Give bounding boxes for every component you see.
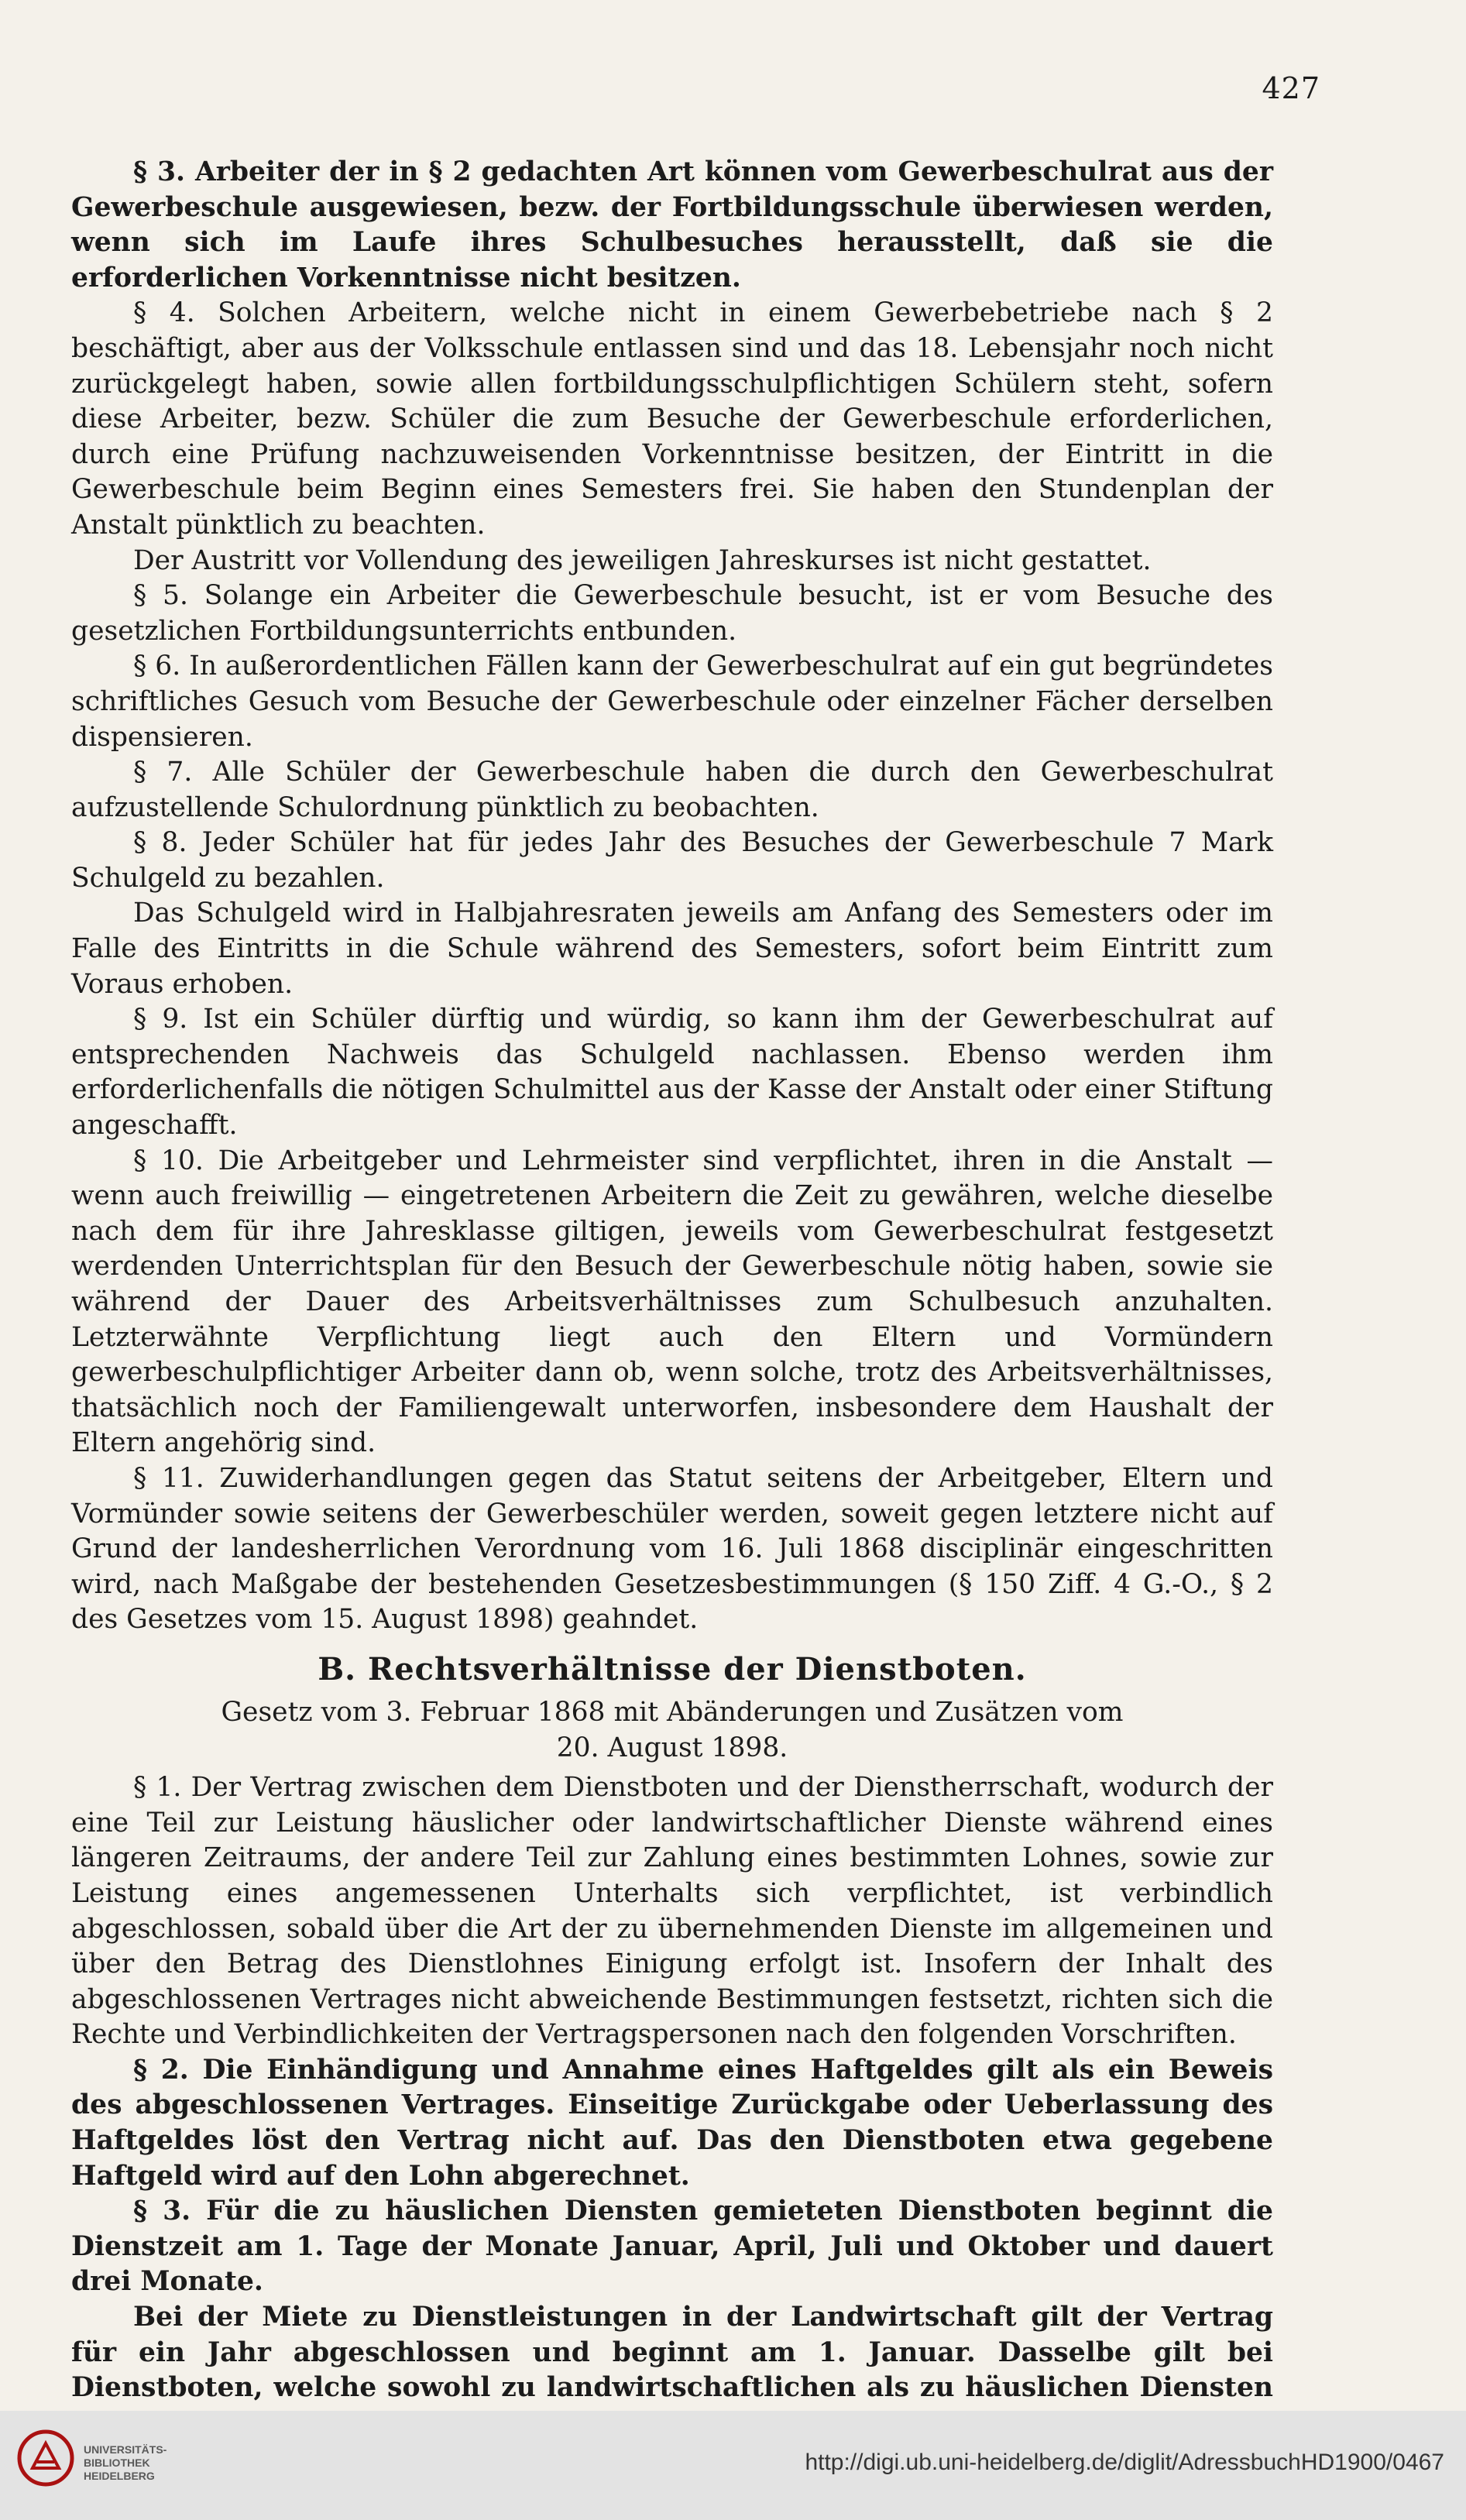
paragraph: § 7. Alle Schüler der Gewerbeschule haben die durch den Gewerbeschulrat aufzustellende Schulordnung pünktlich zu beobachten. (71, 757, 1273, 823)
paragraph: § 6. In außerordentlichen Fällen kann der Gewerbeschulrat auf ein gut begründetes schriftliches Gesuch vom Besuche der Gewerbeschule oder einzelner Fächer derselben dispensieren. (71, 651, 1273, 753)
section-heading: B. Rechtsverhältnisse der Dienstboten. (318, 1650, 1027, 1687)
paragraph: § 3. Arbeiter der in § 2 gedachten Art können vom Gewerbeschulrat aus der Gewerbeschule ausgewiesen, bezw. der Fortbildungsschule überwiesen werden, wenn sich im Laufe ihres Schulbesuches herausstellt, daß sie die erforderlichen Vorkenntnisse nicht besitzen. (71, 156, 1273, 294)
paragraph: § 5. Solange ein Arbeiter die Gewerbeschule besucht, ist er vom Besuche des gesetzlichen Fortbildungsunterrichts entbunden. (71, 580, 1273, 647)
paragraph: Bei der Miete zu Dienstleistungen in der Landwirtschaft gilt der Vertrag für ein Jahr abgeschlossen und beginnt am 1. Januar. Dasselbe gilt bei Dienstboten, welche sowohl zu landwirtschaftlichen als zu häuslichen Diensten (71, 2302, 1273, 2404)
library-logo[interactable] (15, 2428, 194, 2505)
paragraph: § 4. Solchen Arbeitern, welche nicht in einem Gewerbebetriebe nach § 2 beschäftigt, aber aus der Volksschule entlassen sind und das 18. Lebensjahr noch nicht zurückgelegt haben, sowie allen fortbildungsschulpflichtigen Schülern steht, sofern diese Arbeiter, bezw. Schüler die zum Besuche der Gewerbeschule erforderlichen, durch eine Prüfung nachzuweisenden Vorkenntnisse besitzen, der Eintritt in die Gewerbeschule beim Beginn eines Semesters frei. Sie haben den Stundenplan der Anstalt pünktlich zu beachten. (71, 297, 1273, 541)
library-name (84, 2443, 167, 2483)
page-number: 427 (1262, 71, 1320, 105)
section-subtitle-line-1: Gesetz vom 3. Februar 1868 mit Abänderungen und Zusätzen vom (221, 1696, 1124, 1728)
paragraph: § 2. Die Einhändigung und Annahme eines Haftgeldes gilt als ein Beweis des abgeschlossenen Vertrages. Einseitige Zurückgabe oder Ueberlassung des Haftgeldes löst den Vertrag nicht auf. Das den Dienstboten etwa gegebene Haftgeld wird auf den Lohn abgerechnet. (71, 2054, 1273, 2192)
servant-law-paragraphs (71, 1770, 1273, 2441)
paragraph: § 10. Die Arbeitgeber und Lehrmeister sind verpflichtet, ihren in die Anstalt — wenn auch freiwillig — eingetretenen Arbeitern die Zeit zu gewähren, welche dieselbe nach dem für ihre Jahresklasse giltigen, jeweils vom Gewerbeschulrat festgesetzt werdenden Unterrichtsplan für den Besuch der Gewerbeschule nötig haben, sowie sie während der Dauer des Arbeitsverhältnisses zum Schulbesuch anzuhalten. Letzterwähnte Verpflichtung liegt auch den Eltern und Vormündern gewerbeschulpflichtiger Arbeiter dann ob, wenn solche, trotz des Arbeitsverhältnisses, thatsächlich noch der Familiengewalt unterworfen, insbesondere dem Haushalt der Eltern angehörig sind. (71, 1145, 1273, 1459)
paragraph: § 8. Jeder Schüler hat für jedes Jahr des Besuches der Gewerbeschule 7 Mark Schulgeld zu bezahlen. (71, 827, 1273, 894)
document-body (71, 155, 1273, 2441)
statute-paragraphs (71, 155, 1273, 1638)
seal-icon (15, 2428, 76, 2488)
paragraph: § 3. Für die zu häuslichen Diensten gemieteten Dienstboten beginnt die Dienstzeit am 1. Tage der Monate Januar, April, Juli und Oktober und dauert drei Monate. (71, 2196, 1273, 2298)
source-url-link[interactable]: http://digi.ub.uni-heidelberg.de/diglit/AdressbuchHD1900/0467 (805, 2450, 1444, 2475)
paragraph: § 1. Der Vertrag zwischen dem Dienstboten und der Dienstherrschaft, wodurch der eine Teil zur Leistung häuslicher oder landwirtschaftlicher Dienste während eines längeren Zeitraums, der andere Teil zur Zahlung eines bestimmten Lohnes, sowie zur Leistung eines angemessenen Unterhalts sich verpflichtet, ist verbindlich abgeschlossen, sobald über die Art der zu übernehmenden Dienste im allgemeinen und über den Betrag des Dienstlohnes Einigung erfolgt ist. Insofern der Inhalt des abgeschlossenen Vertrages nicht abweichende Bestimmungen festsetzt, richten sich die Rechte und Verbindlichkeiten der Vertragspersonen nach den folgenden Vorschriften. (71, 1772, 1273, 2051)
paragraph: Der Austritt vor Vollendung des jeweiligen Jahreskurses ist nicht gestattet. (133, 544, 1152, 576)
section-subtitle (71, 1695, 1273, 1766)
footer-bar (0, 2411, 1466, 2520)
paragraph: § 9. Ist ein Schüler dürftig und würdig, so kann ihm der Gewerbeschulrat auf entsprechenden Nachweis das Schulgeld nachlassen. Ebenso werden ihm erforderlichenfalls die nötigen Schulmittel aus der Kasse der Anstalt oder einer Stiftung angeschafft. (71, 1004, 1273, 1142)
paragraph: § 11. Zuwiderhandlungen gegen das Statut seitens der Arbeitgeber, Eltern und Vormünder sowie seitens der Gewerbeschüler werden, soweit gegen letztere nicht auf Grund der landesherrlichen Verordnung vom 16. Juli 1868 disciplinär eingeschritten wird, nach Maßgabe der bestehenden Gesetzesbestimmungen (§ 150 Ziff. 4 G.-O., § 2 des Gesetzes vom 15. August 1898) geahndet. (71, 1462, 1273, 1636)
library-name-line-2: BIBLIOTHEK (84, 2456, 150, 2469)
library-name-line-1: UNIVERSITÄTS- (84, 2443, 167, 2456)
paragraph: Das Schulgeld wird in Halbjahresraten jeweils am Anfang des Semesters oder im Falle des Eintritts in die Schule während des Semesters, sofort beim Eintritt zum Voraus erhoben. (71, 898, 1273, 1000)
library-name-line-3: HEIDELBERG (84, 2470, 155, 2482)
section-subtitle-line-2: 20. August 1898. (556, 1732, 788, 1763)
